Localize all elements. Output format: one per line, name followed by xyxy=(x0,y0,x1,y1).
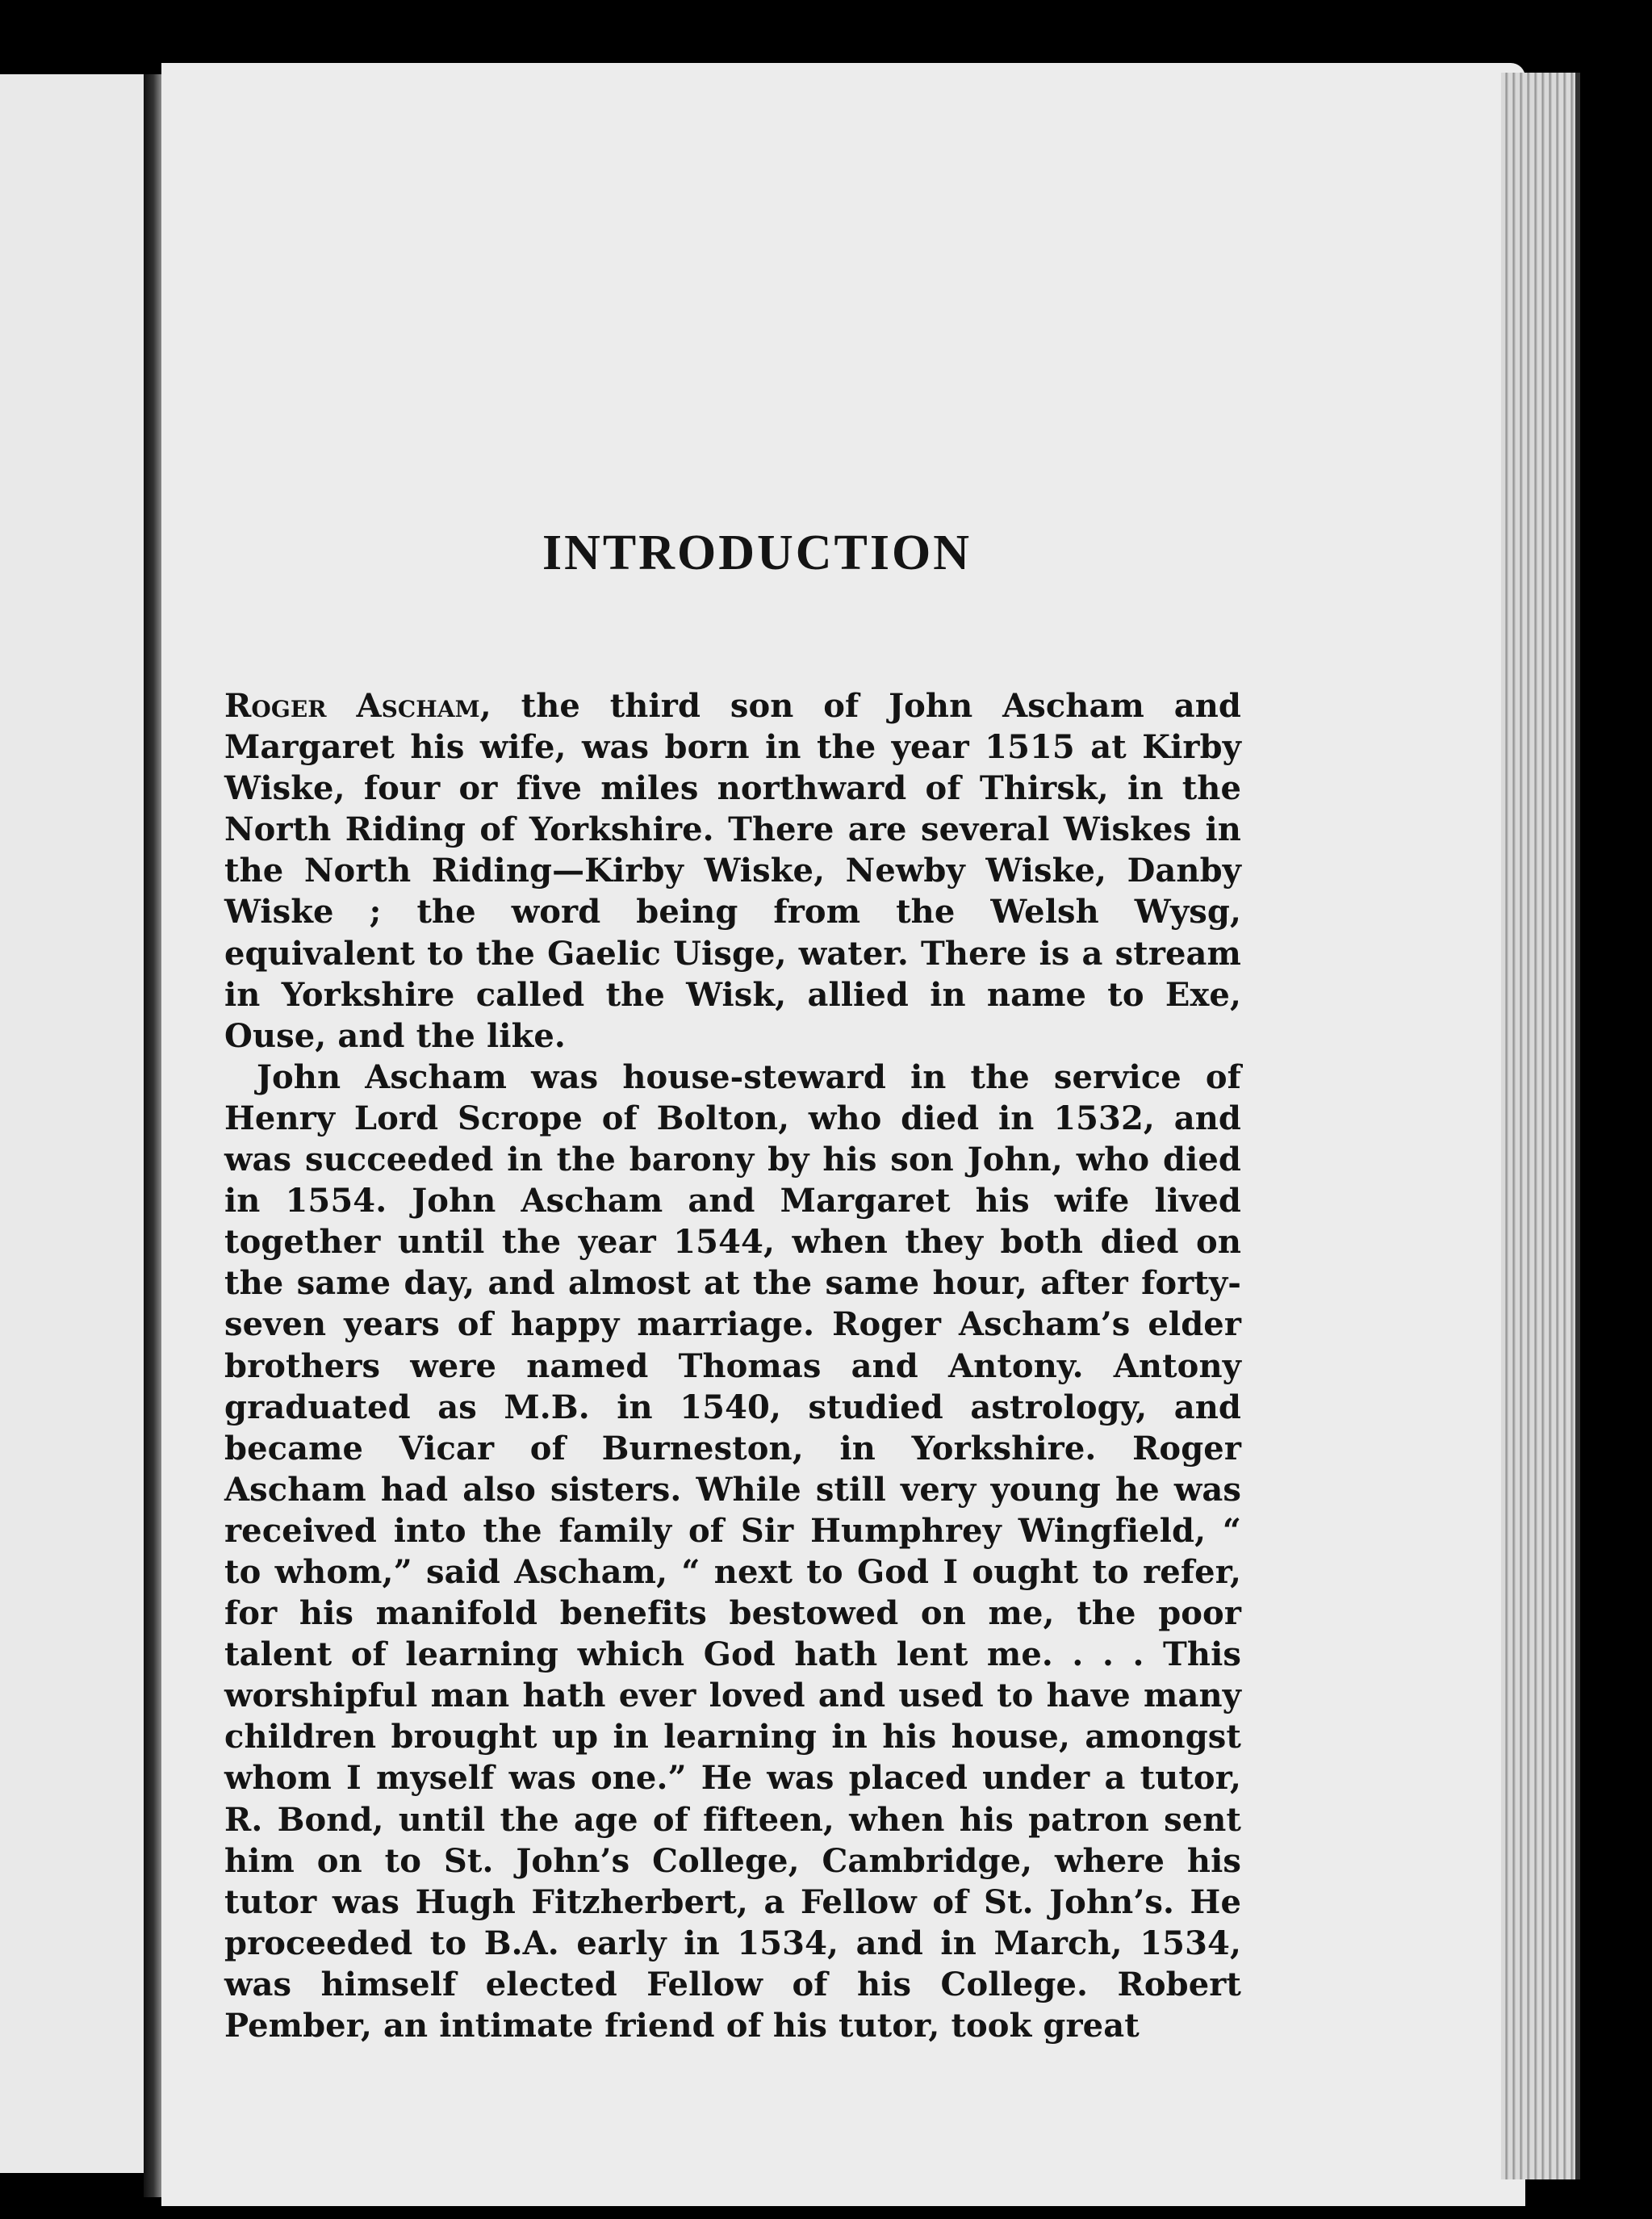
opening-text: , the third son of John Ascham and Margaret his wife, was born in the year 1515 at Kirby Wiske, four or five miles northward of Thirsk, in the North Riding of Yorkshire. There are several Wiskes in the North Riding—Kirby Wiske, Newby Wiske, Danby Wiske ; the word being from the Welsh Wysg, equivalent to the Gaelic Uisge, water. There is a stream in Yorkshire called the Wisk, allied in name to Exe, Ouse, and the like. xyxy=(224,687,1241,1055)
page-title: INTRODUCTION xyxy=(542,525,972,580)
opening-name: Roger Ascham xyxy=(224,687,480,725)
facing-page xyxy=(0,74,155,2173)
body-text xyxy=(224,685,1241,2046)
paragraph: John Ascham was house-steward in the service of Henry Lord Scrope of Bolton, who died in 1532, and was succeeded in the barony by his son John, who died in 1554. John Ascham and Margaret his wife lived together until the year 1544, when they both died on the same day, and almost at the same hour, after forty-seven years of happy marriage. Roger Ascham’s elder brothers were named Thomas and Antony. Antony graduated as M.B. in 1540, studied astrology, and became Vicar of Burneston, in Yorkshire. Roger Ascham had also sisters. While still very young he was received into the family of Sir Humphrey Wingfield, “ to whom,” said Ascham, “ next to God I ought to refer, for his manifold benefits bestowed on me, the poor talent of learning which God hath lent me. . . . This worshipful man hath ever loved and used to have many children brought up in learning in his house, amongst whom I myself was one.” He was placed under a tutor, R. Bond, until the age of fifteen, when his patron sent him on to St. John’s College, Cambridge, where his tutor was Hugh Fitzherbert, a Fellow of St. John’s. He proceeded to B.A. early in 1534, and in March, 1534, was himself elected Fellow of his College. Robert Pember, an intimate friend of his tutor, took great xyxy=(224,1057,1241,2045)
page-content xyxy=(224,525,1241,2046)
paragraph-opening xyxy=(224,685,1241,1057)
page-edges xyxy=(1501,73,1580,2179)
